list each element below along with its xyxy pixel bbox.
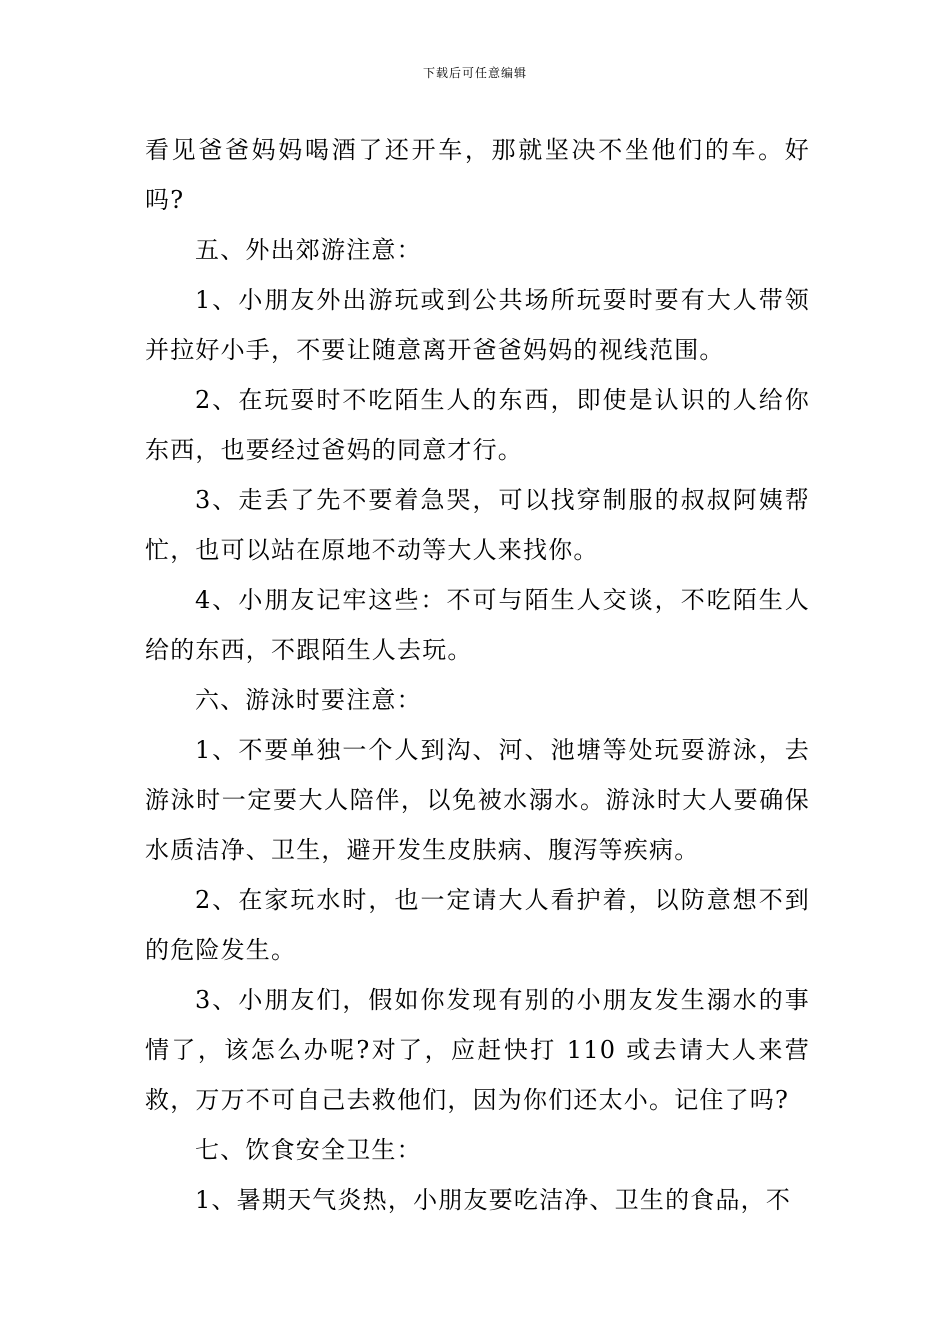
paragraph-outing-2: 2、在玩耍时不吃陌生人的东西，即使是认识的人给你东西，也要经过爸妈的同意才行。 xyxy=(145,386,810,464)
paragraph-swimming-1: 1、不要单独一个人到沟、河、池塘等处玩耍游泳，去游泳时一定要大人陪伴，以免被水溺水。游泳时大人要确保水质洁净、卫生，避开发生皮肤病、腹泻等疾病。 xyxy=(145,736,810,864)
paragraph-outing-4: 4、小朋友记牢这些：不可与陌生人交谈，不吃陌生人给的东西，不跟陌生人去玩。 xyxy=(145,586,810,664)
section-heading-food-safety: 七、饮食安全卫生： xyxy=(195,1136,422,1164)
paragraph-outing-1: 1、小朋友外出游玩或到公共场所玩耍时要有大人带领并拉好小手，不要让随意离开爸爸妈妈的视线范围。 xyxy=(145,286,810,364)
paragraph-continuation: 看见爸爸妈妈喝酒了还开车，那就坚决不坐他们的车。好吗? xyxy=(145,136,810,214)
paragraph-food-safety-1: 1、暑期天气炎热，小朋友要吃洁净、卫生的食品，不 xyxy=(195,1186,792,1214)
paragraph-swimming-3: 3、小朋友们，假如你发现有别的小朋友发生溺水的事情了，该怎么办呢?对了，应赶快打 110 或去请大人来营救，万万不可自己去救他们，因为你们还太小。记住了吗? xyxy=(145,986,810,1114)
paragraph-swimming-2: 2、在家玩水时，也一定请大人看护着，以防意想不到的危险发生。 xyxy=(145,886,810,964)
section-heading-swimming: 六、游泳时要注意： xyxy=(195,686,422,714)
document-body xyxy=(145,125,810,1225)
paragraph-outing-3: 3、走丢了先不要着急哭，可以找穿制服的叔叔阿姨帮忙，也可以站在原地不动等大人来找你。 xyxy=(145,486,810,564)
section-heading-outing: 五、外出郊游注意： xyxy=(195,236,422,264)
page-header: 下载后可任意编辑 xyxy=(422,66,527,80)
